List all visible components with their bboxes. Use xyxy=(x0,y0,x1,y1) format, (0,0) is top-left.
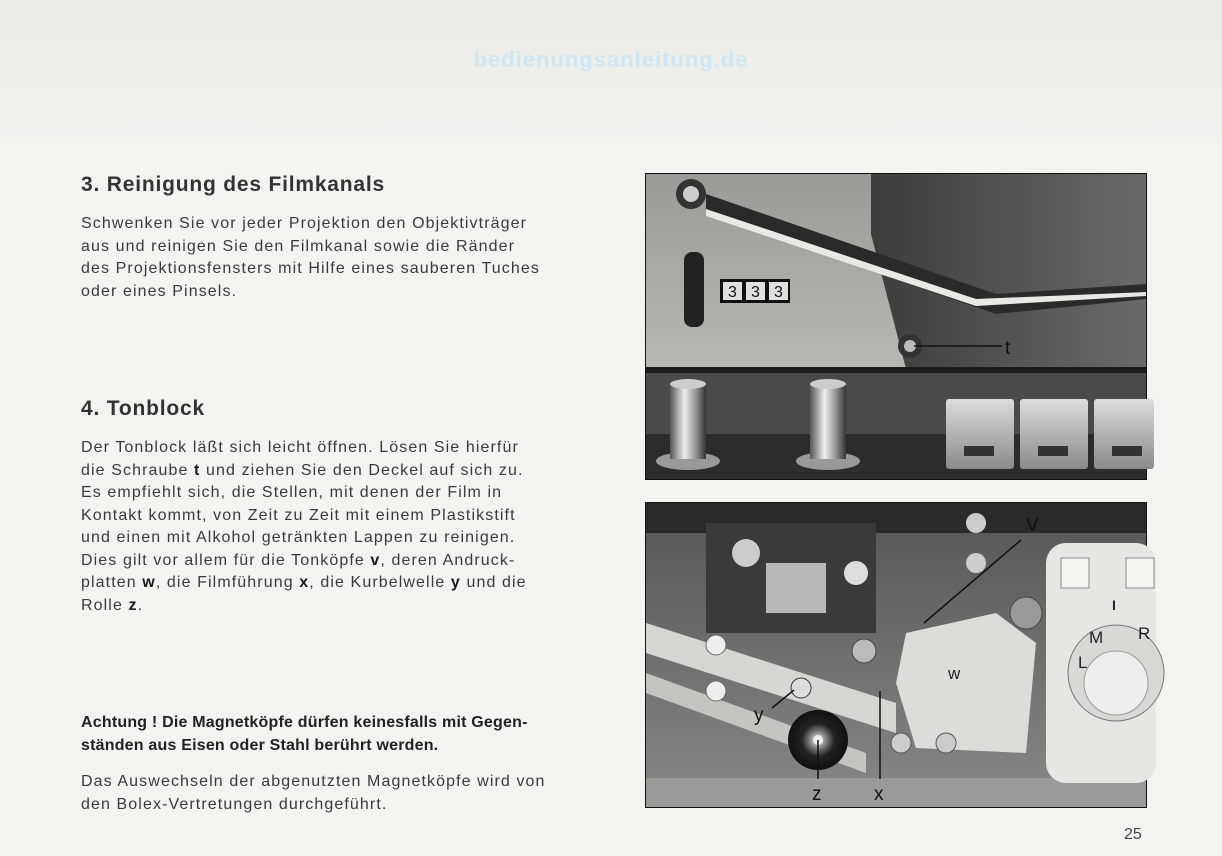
photo-sound-block xyxy=(645,502,1151,808)
pressure-plate xyxy=(896,613,1036,753)
text-span: , die Kurbelwelle xyxy=(309,574,451,591)
dial-label-R: R xyxy=(1138,624,1151,643)
text-span: Der Tonblock läßt sich leicht öffnen. Lösen Sie hierfür xyxy=(81,439,519,456)
warning-text xyxy=(81,711,601,757)
text-span: , deren Andruck- xyxy=(380,551,516,569)
text-line: Schwenken Sie vor jeder Projektion den Objektivträger xyxy=(81,215,528,232)
note-line: den Bolex-Vertretungen durchgeführt. xyxy=(81,796,388,813)
text-line xyxy=(81,460,593,483)
part-letter: y xyxy=(450,574,461,591)
callout-z: z xyxy=(812,784,822,805)
dial-label-I: I xyxy=(1112,597,1116,613)
text-line xyxy=(81,437,593,460)
photo-projector-front xyxy=(645,173,1147,480)
frame-counter xyxy=(720,279,790,303)
text-span: , die Filmführung xyxy=(155,574,300,591)
part-letter: t xyxy=(194,461,201,479)
watermark: bedienungsanleitung.de xyxy=(473,47,749,72)
counter-digit: 3 xyxy=(728,284,737,301)
text-line xyxy=(81,505,593,528)
text-line: des Projektionsfensters mit Hilfe eines sauberen Tuches xyxy=(81,260,540,277)
callout-x: x xyxy=(874,784,884,805)
callout-t: t xyxy=(1005,338,1011,359)
text-line xyxy=(81,482,593,505)
section-3-text xyxy=(81,213,593,303)
part-letter: x xyxy=(299,574,310,591)
text-span: die Schraube xyxy=(81,461,195,479)
text-span: Rolle xyxy=(81,596,129,614)
text-line xyxy=(81,572,593,595)
part-letter: w xyxy=(142,574,156,591)
section-3-heading: 3. Reinigung des Filmkanals xyxy=(81,173,386,196)
text-span: und die xyxy=(460,574,527,591)
warning-line: ständen aus Eisen oder Stahl berührt werden. xyxy=(81,737,439,754)
note-line: Das Auswechseln der abgenutzten Magnetköpfe wird von xyxy=(81,773,546,790)
note-text xyxy=(81,770,601,816)
callout-w: w xyxy=(948,664,961,683)
text-span: Es empfiehlt sich, die Stellen, mit denen der Film in xyxy=(81,484,503,501)
section-4-text xyxy=(81,437,593,617)
text-line: oder eines Pinsels. xyxy=(81,282,238,300)
dial-label-M: M xyxy=(1089,628,1104,647)
text-span: und ziehen Sie den Deckel auf sich zu. xyxy=(200,461,524,479)
counter-wheel xyxy=(684,252,704,327)
text-line: aus und reinigen Sie den Filmkanal sowie die Ränder xyxy=(81,237,516,255)
callout-y: y xyxy=(754,705,764,726)
section-4-heading: 4. Tonblock xyxy=(81,397,205,420)
text-span: Dies gilt vor allem für die Tonköpfe xyxy=(81,551,371,569)
control-panel xyxy=(1046,543,1164,783)
control-buttons xyxy=(946,399,1154,469)
callout-v: V xyxy=(1026,515,1039,536)
warning-line: Achtung ! Die Magnetköpfe dürfen keinesfalls mit Gegen- xyxy=(81,714,528,731)
text-span: platten xyxy=(81,574,143,591)
text-line xyxy=(81,550,593,573)
counter-digit: 3 xyxy=(774,284,783,301)
text-span: . xyxy=(137,596,144,614)
text-span: und einen mit Alkohol getränkten Lappen zu reinigen. xyxy=(81,529,516,546)
text-line xyxy=(81,595,593,618)
part-letter: v xyxy=(370,551,381,569)
page-number: 25 xyxy=(1124,826,1142,843)
part-letter: z xyxy=(128,596,138,614)
dial-label-L: L xyxy=(1078,653,1088,672)
text-line xyxy=(81,527,593,550)
counter-digit: 3 xyxy=(751,284,760,301)
text-span: Kontakt kommt, von Zeit zu Zeit mit einem Plastikstift xyxy=(81,506,516,524)
